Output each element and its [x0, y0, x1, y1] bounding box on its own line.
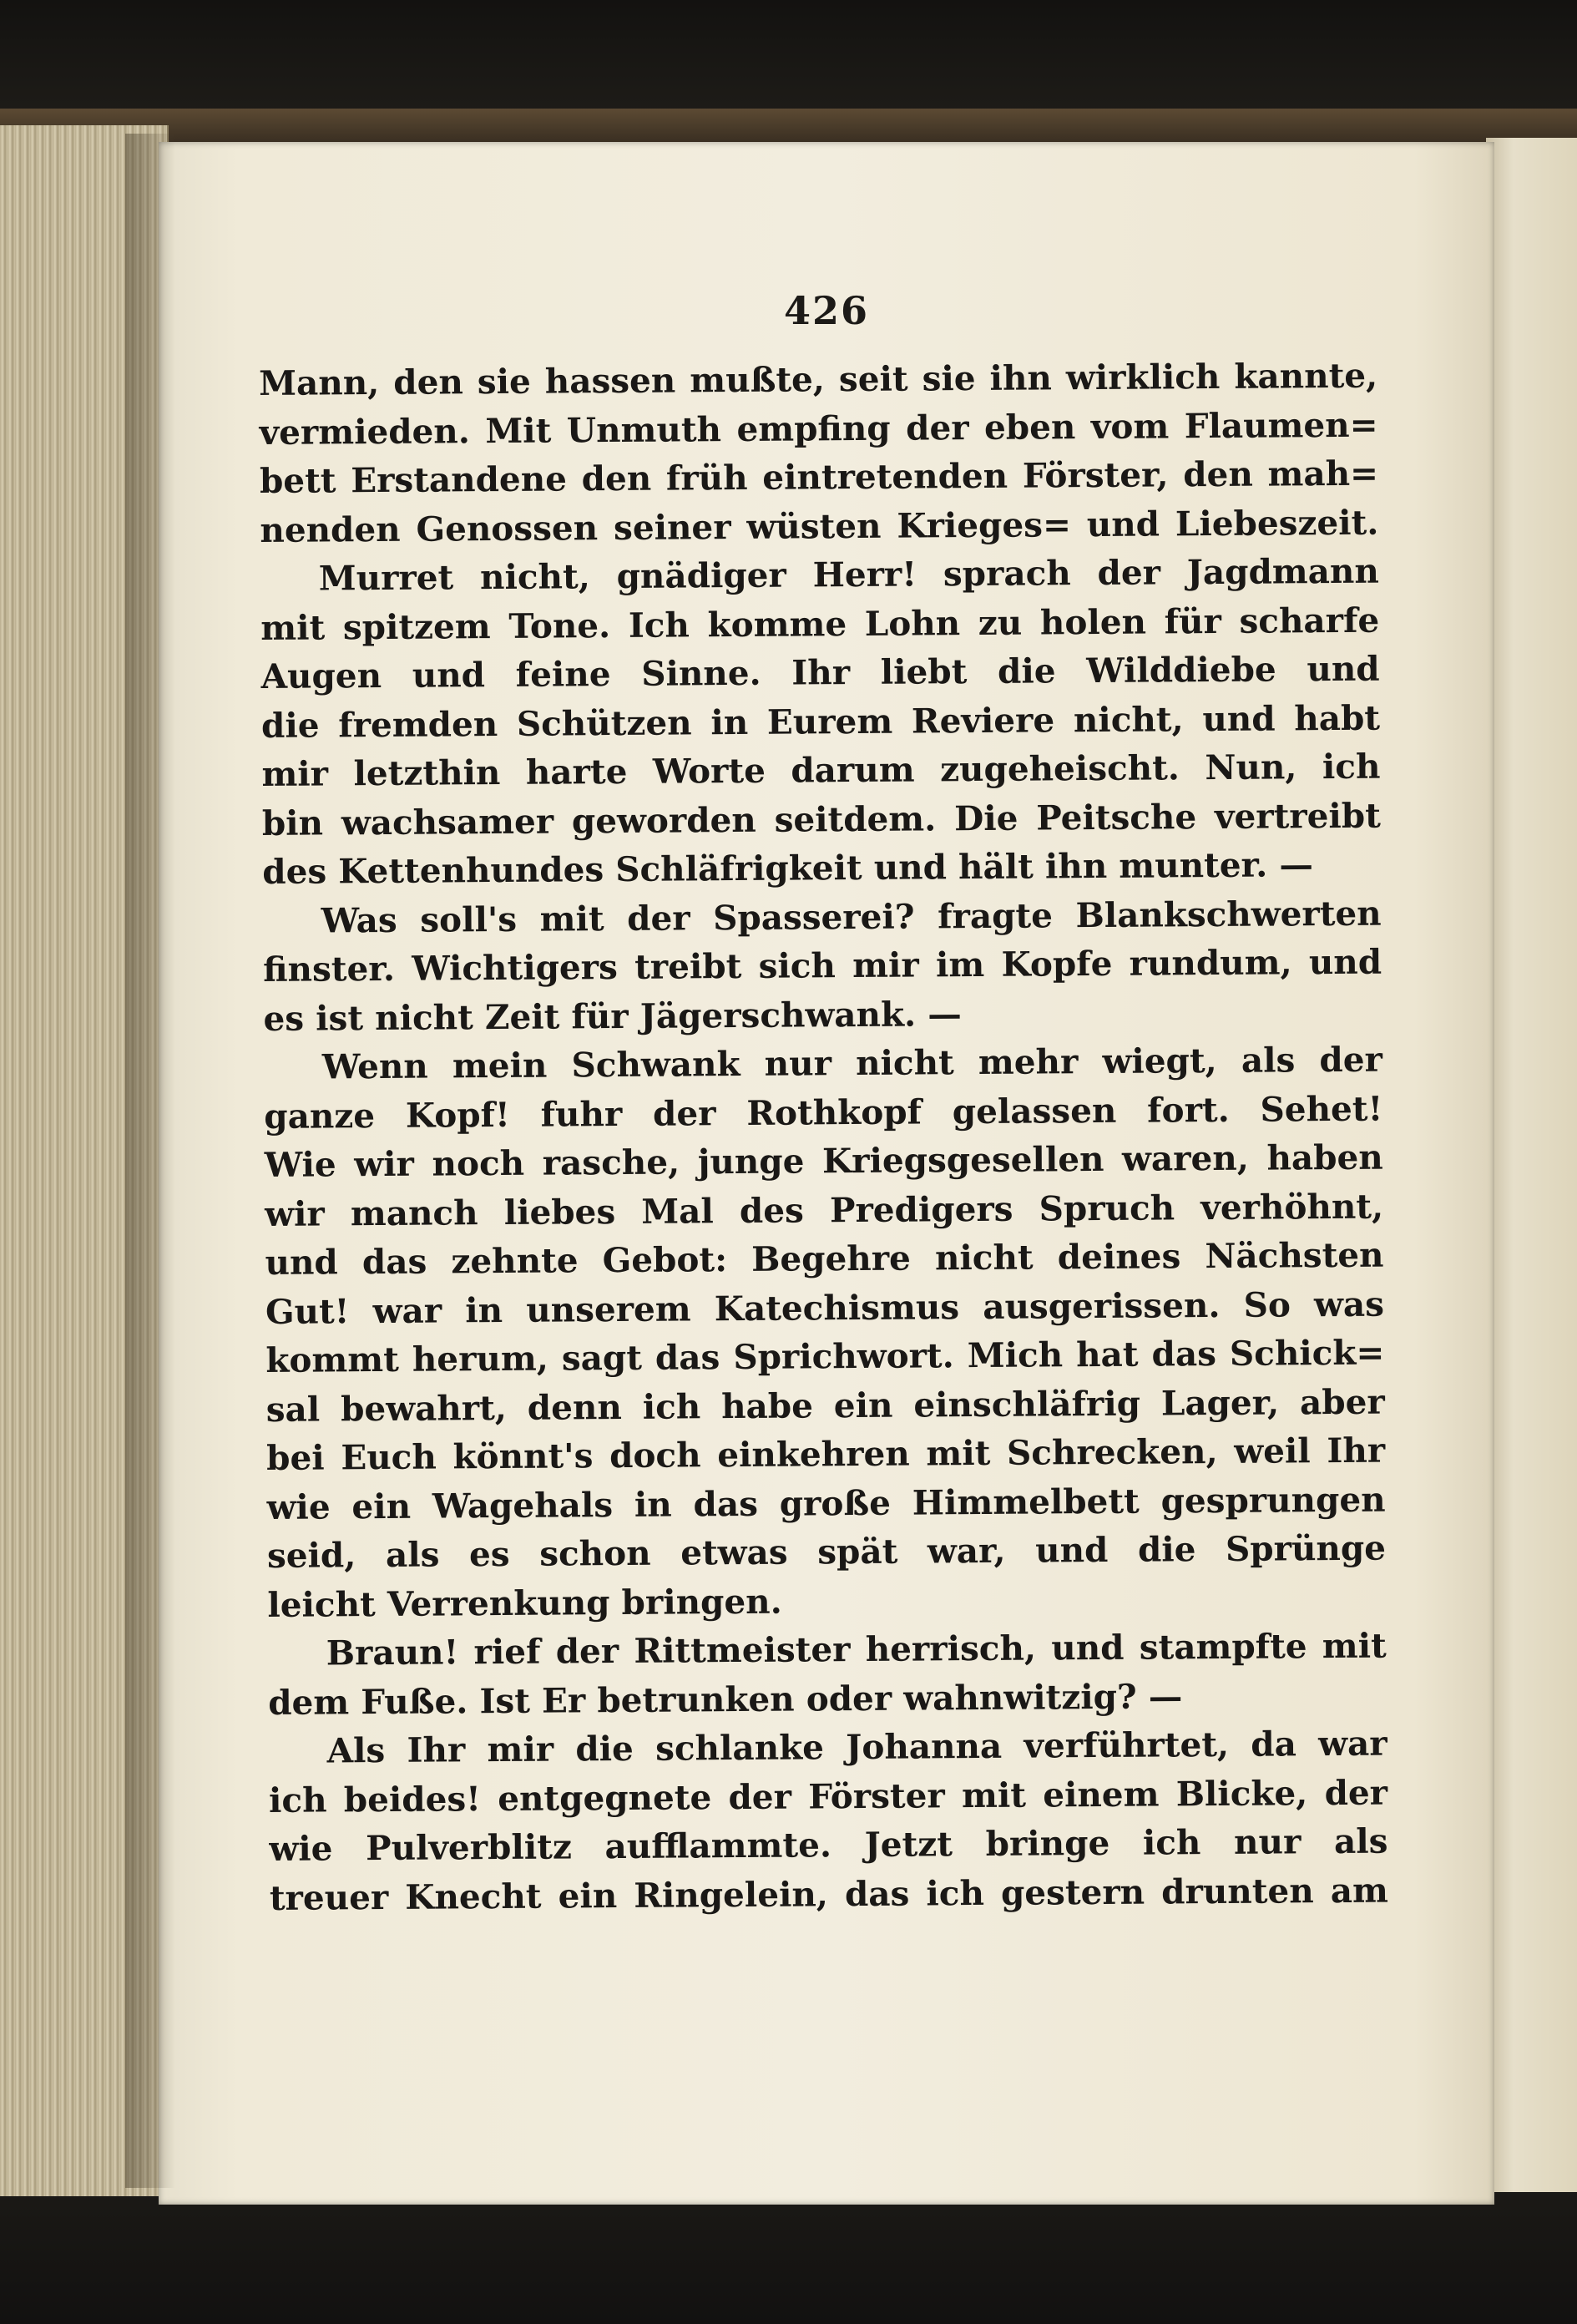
text-line: mir letzthin harte Worte darum zugeheischt. Nun, ich [261, 746, 1381, 794]
text-line: die fremden Schützen in Eurem Reviere nicht, und habt [260, 697, 1381, 746]
text-line: ich beides! entgegnete der Förster mit einem Blicke, der [268, 1772, 1388, 1820]
text-line: treuer Knecht ein Ringelein, das ich gestern drunten am [269, 1870, 1388, 1918]
text-line: finster. Wichtigers treibt sich mir im Kopfe rundum, und [262, 941, 1382, 990]
text-line: Murret nicht, gnädiger Herr! sprach der Jagdmann [318, 550, 1379, 599]
text-line: Als Ihr mir die schlanke Johanna verführtet, da war [326, 1723, 1387, 1771]
text-line: leicht Verrenkung bringen. [267, 1581, 782, 1625]
text-line: bei Euch könnt's doch einkehren mit Schrecken, weil Ihr [266, 1430, 1386, 1478]
text-line: es ist nicht Zeit für Jägerschwank. — [263, 993, 962, 1039]
text-line: bett Erstandene den früh eintretenden Förster, den mah= [259, 453, 1379, 501]
text-line: Augen und feine Sinne. Ihr liebt die Wilddiebe und [260, 648, 1380, 696]
text-line: vermieden. Mit Unmuth empfing der eben vom Flaumen= [259, 404, 1378, 453]
text-line: wie Pulverblitz aufflammte. Jetzt bringe ich nur als [269, 1820, 1388, 1869]
text-line: bin wachsamer geworden seitdem. Die Peitsche vertreibt [261, 795, 1382, 843]
text-line: kommt herum, sagt das Sprichwort. Mich hat das Schick= [265, 1332, 1385, 1380]
text-line: Wie wir noch rasche, junge Kriegsgesellen waren, haben [264, 1137, 1383, 1185]
gutter-shadow [125, 134, 175, 2188]
text-line: wir manch liebes Mal des Predigers Spruch verhöhnt, [264, 1186, 1384, 1234]
text-line: mit spitzem Tone. Ich komme Lohn zu holen für scharfe [260, 600, 1380, 648]
text-line: nenden Genossen seiner wüsten Krieges= und Liebeszeit. [260, 502, 1379, 550]
text-line: Braun! rief der Rittmeister herrisch, und stampfte mit [326, 1625, 1387, 1673]
text-line: und das zehnte Gebot: Begehre nicht deines Nächsten [265, 1234, 1384, 1283]
text-line: Wenn mein Schwank nur nicht mehr wiegt, als der [321, 1039, 1383, 1087]
text-line: dem Fuße. Ist Er betrunken oder wahnwitzig? — [268, 1675, 1183, 1723]
text-line: Was soll's mit der Spasserei? fragte Blankschwerten [321, 893, 1382, 940]
text-line: Gut! war in unserem Katechismus ausgerissen. So was [265, 1284, 1385, 1332]
body-text [259, 352, 1388, 1922]
book-cover-edge [0, 109, 1577, 142]
text-line: ganze Kopf! fuhr der Rothkopf gelassen fort. Sehet! [264, 1088, 1383, 1137]
text-line: sal bewahrt, denn ich habe ein einschläfrig Lager, aber [265, 1381, 1385, 1430]
text-line: des Kettenhundes Schläfrigkeit und hält ihn munter. — [262, 844, 1314, 892]
page-number: 426 [783, 288, 870, 333]
text-line: seid, als es schon etwas spät war, und die Sprünge [266, 1527, 1387, 1576]
text-line: wie ein Wagehals in das große Himmelbett gesprungen [266, 1479, 1386, 1527]
text-line: Mann, den sie hassen mußte, seit sie ihn wirklich kannte, [259, 355, 1378, 403]
facing-page-edge [1486, 138, 1577, 2192]
